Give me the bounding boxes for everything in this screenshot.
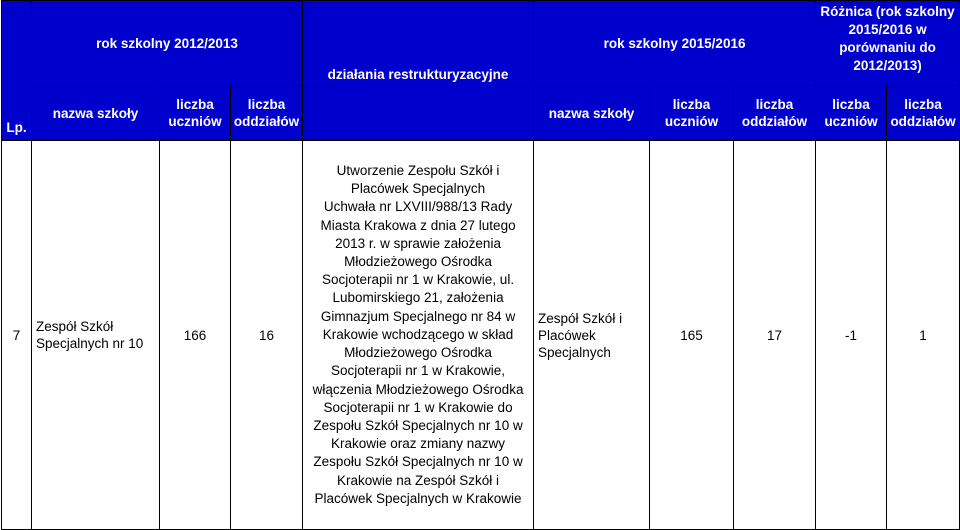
row-lp: 7 [2,141,32,530]
diff-classes-header: liczba oddziałów [887,86,960,141]
school-restructuring-table [1,0,960,530]
classes-header-a: liczba oddziałów [231,86,303,141]
actions-header: działania restrukturyzacyjne [303,1,534,86]
students-2012: 166 [160,141,231,530]
school-name-header-b: nazwa szkoły [534,86,650,141]
table-row [2,141,960,530]
classes-2015: 17 [734,141,816,530]
lp-header: Lp. [2,1,32,141]
classes-header-b: liczba oddziałów [734,86,816,141]
students-header-a: liczba uczniów [160,86,231,141]
year-2012-header: rok szkolny 2012/2013 [32,1,303,86]
classes-2012: 16 [231,141,303,530]
diff-classes: 1 [887,141,960,530]
school-name-2012: Zespół Szkół Specjalnych nr 10 [32,141,160,530]
restructuring-action [303,141,534,530]
year-2015-header: rok szkolny 2015/2016 [534,1,816,86]
action-text: Uchwała nr LXVIII/988/13 Rady Miasta Krakowa z dnia 27 lutego 2013 r. w sprawie założenia Młodzieżowego Ośrodka Socjoterapii nr 1 w Krakowie, ul. Lubomirskiego 21, założenia Gimnazjum Specjalnego nr 84 w Krakowie wchodzącego w skład Młodzieżowego Ośrodka Socjoterapii nr 1 w Krakowie, włączenia Młodzieżowego Ośrodka Socjoterapii nr 1 w Krakowie do Zespołu Szkół Specjalnych nr 10 w Krakowie oraz zmiany nazwy Zespołu Szkół Specjalnych nr 10 w Krakowie na Zespół Szkół i Placówek Specjalnych w Krakowie [312,199,524,506]
school-name-2015: Zespół Szkół i Placówek Specjalnych [534,141,650,530]
school-name-header-a: nazwa szkoły [32,86,160,141]
difference-header: Różnica (rok szkolny 2015/2016 w porównaniu do 2012/2013) [816,1,960,86]
students-2015: 165 [650,141,734,530]
actions-subheader [303,86,534,141]
diff-students-header: liczba uczniów [816,86,887,141]
action-title: Utworzenie Zespołu Szkół i Placówek Specjalnych [336,163,500,197]
students-header-b: liczba uczniów [650,86,734,141]
diff-students: -1 [816,141,887,530]
header-row-sub [2,86,960,141]
header-row-main [2,1,960,86]
